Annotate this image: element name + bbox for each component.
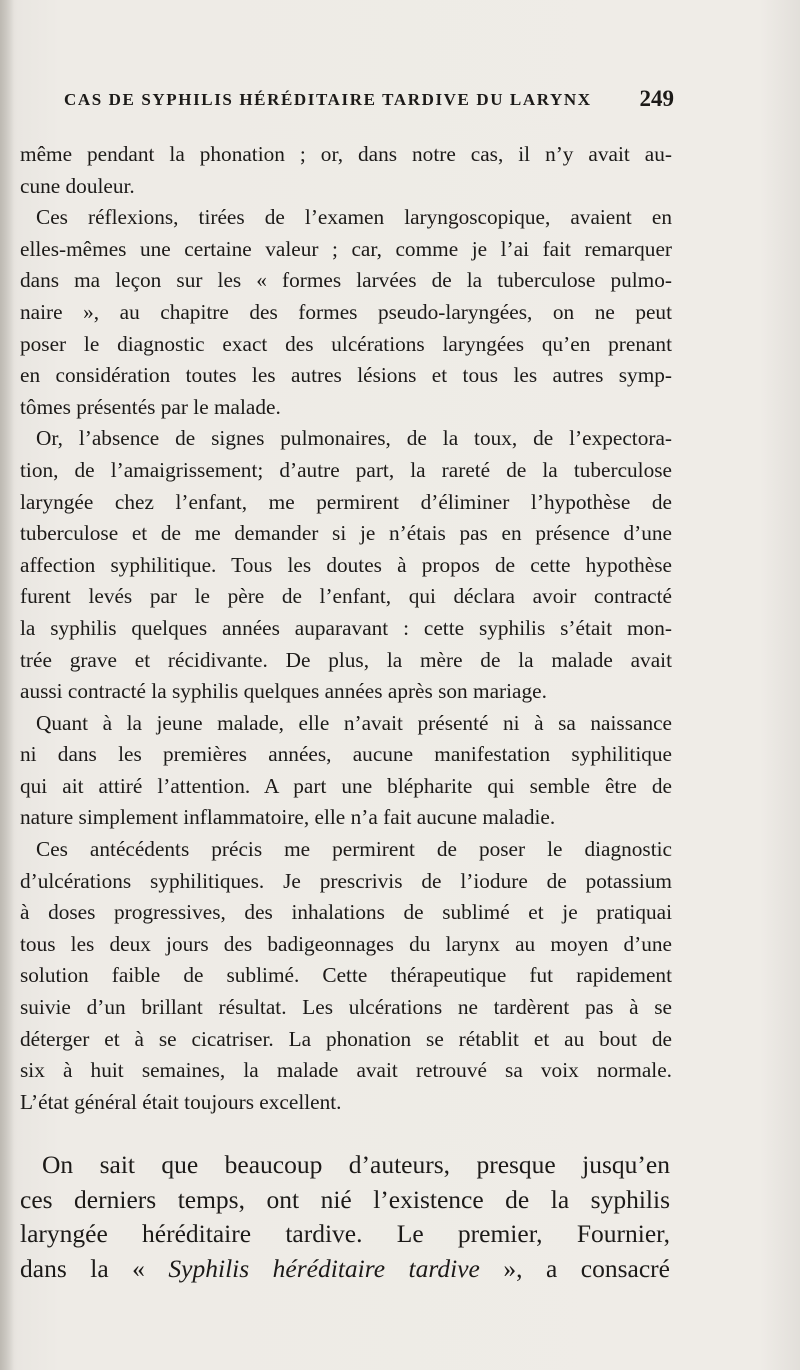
large-text-line (20, 1252, 670, 1287)
text-line: en considération toutes les autres lésions et tous les autres symp- (20, 363, 672, 388)
text-line: laryngée chez l’enfant, me permirent d’éliminer l’hypothèse de (20, 489, 672, 514)
text-line: affection syphilitique. Tous les doutes à propos de cette hypothèse (20, 552, 672, 577)
last-line-after: », a consacré (479, 1253, 670, 1283)
large-text-line: ces derniers temps, ont nié l’existence de la syphilis (20, 1184, 670, 1214)
text-line: suivie d’un brillant résultat. Les ulcérations ne tardèrent pas à se (20, 995, 672, 1020)
text-line: déterger et à se cicatriser. La phonation se rétablit et au bout de (20, 1026, 672, 1051)
large-print-paragraph (20, 1148, 670, 1286)
text-line: d’ulcérations syphilitiques. Je prescrivis de l’iodure de potassium (20, 868, 672, 893)
text-line: trée grave et récidivante. De plus, la mère de la malade avait (20, 647, 672, 672)
text-line: nature simplement inflammatoire, elle n’a fait aucune maladie. (20, 805, 556, 830)
paragraph-start-line: Or, l’absence de signes pulmonaires, de la toux, de l’expectora- (36, 426, 672, 451)
paragraph-start-line: Ces antécédents précis me permirent de poser le diagnostic (36, 837, 672, 862)
running-head (64, 86, 674, 116)
paragraph-start-line: Ces réflexions, tirées de l’examen laryngoscopique, avaient en (36, 205, 672, 230)
book-title-italic: Syphilis héréditaire tardive (168, 1253, 480, 1283)
text-line: tion, de l’amaigrissement; d’autre part, la rareté de la tuberculose (20, 457, 672, 482)
text-line: tous les deux jours des badigeonnages du larynx au moyen d’une (20, 931, 672, 956)
paragraph-start-line: Quant à la jeune malade, elle n’avait présenté ni à sa naissance (36, 710, 672, 735)
text-line: à doses progressives, des inhalations de sublimé et je pratiquai (20, 900, 672, 925)
text-line: six à huit semaines, la malade avait retrouvé sa voix normale. (20, 1058, 672, 1083)
text-line: naire », au chapitre des formes pseudo-laryngées, on ne peut (20, 299, 672, 324)
text-line: même pendant la phonation ; or, dans notre cas, il n’y avait au- (20, 142, 672, 166)
page-number: 249 (639, 86, 674, 111)
text-line: cune douleur. (20, 173, 135, 198)
text-line: L’état général était toujours excellent. (20, 1089, 342, 1114)
large-text-line: laryngée héréditaire tardive. Le premier, Fournier, (20, 1219, 670, 1248)
text-line: ni dans les premières années, aucune manifestation syphilitique (20, 742, 672, 767)
text-line: poser le diagnostic exact des ulcérations laryngées qu’en prenant (20, 331, 672, 356)
last-line-before: dans la « (20, 1253, 169, 1283)
text-line: dans ma leçon sur les « formes larvées de la tuberculose pulmo- (20, 268, 672, 293)
text-line: la syphilis quelques années auparavant : cette syphilis s’était mon- (20, 615, 672, 640)
spine-shadow (0, 0, 14, 1370)
large-text-line: On sait que beaucoup d’auteurs, presque jusqu’en (42, 1150, 670, 1179)
text-line: tuberculose et de me demander si je n’étais pas en présence d’une (20, 521, 672, 546)
text-line: elles-mêmes une certaine valeur ; car, comme je l’ai fait remarquer (20, 236, 672, 261)
text-line: furent levés par le père de l’enfant, qui déclara avoir contracté (20, 584, 672, 609)
text-line: aussi contracté la syphilis quelques années après son mariage. (20, 679, 547, 704)
text-line: solution faible de sublimé. Cette thérapeutique fut rapidement (20, 963, 672, 988)
text-line: tômes présentés par le malade. (20, 394, 281, 419)
running-title: CAS DE SYPHILIS HÉRÉDITAIRE TARDIVE DU LARYNX (64, 90, 592, 109)
body-text (20, 139, 672, 1118)
text-line: qui ait attiré l’attention. A part une blépharite qui semble être de (20, 773, 672, 798)
